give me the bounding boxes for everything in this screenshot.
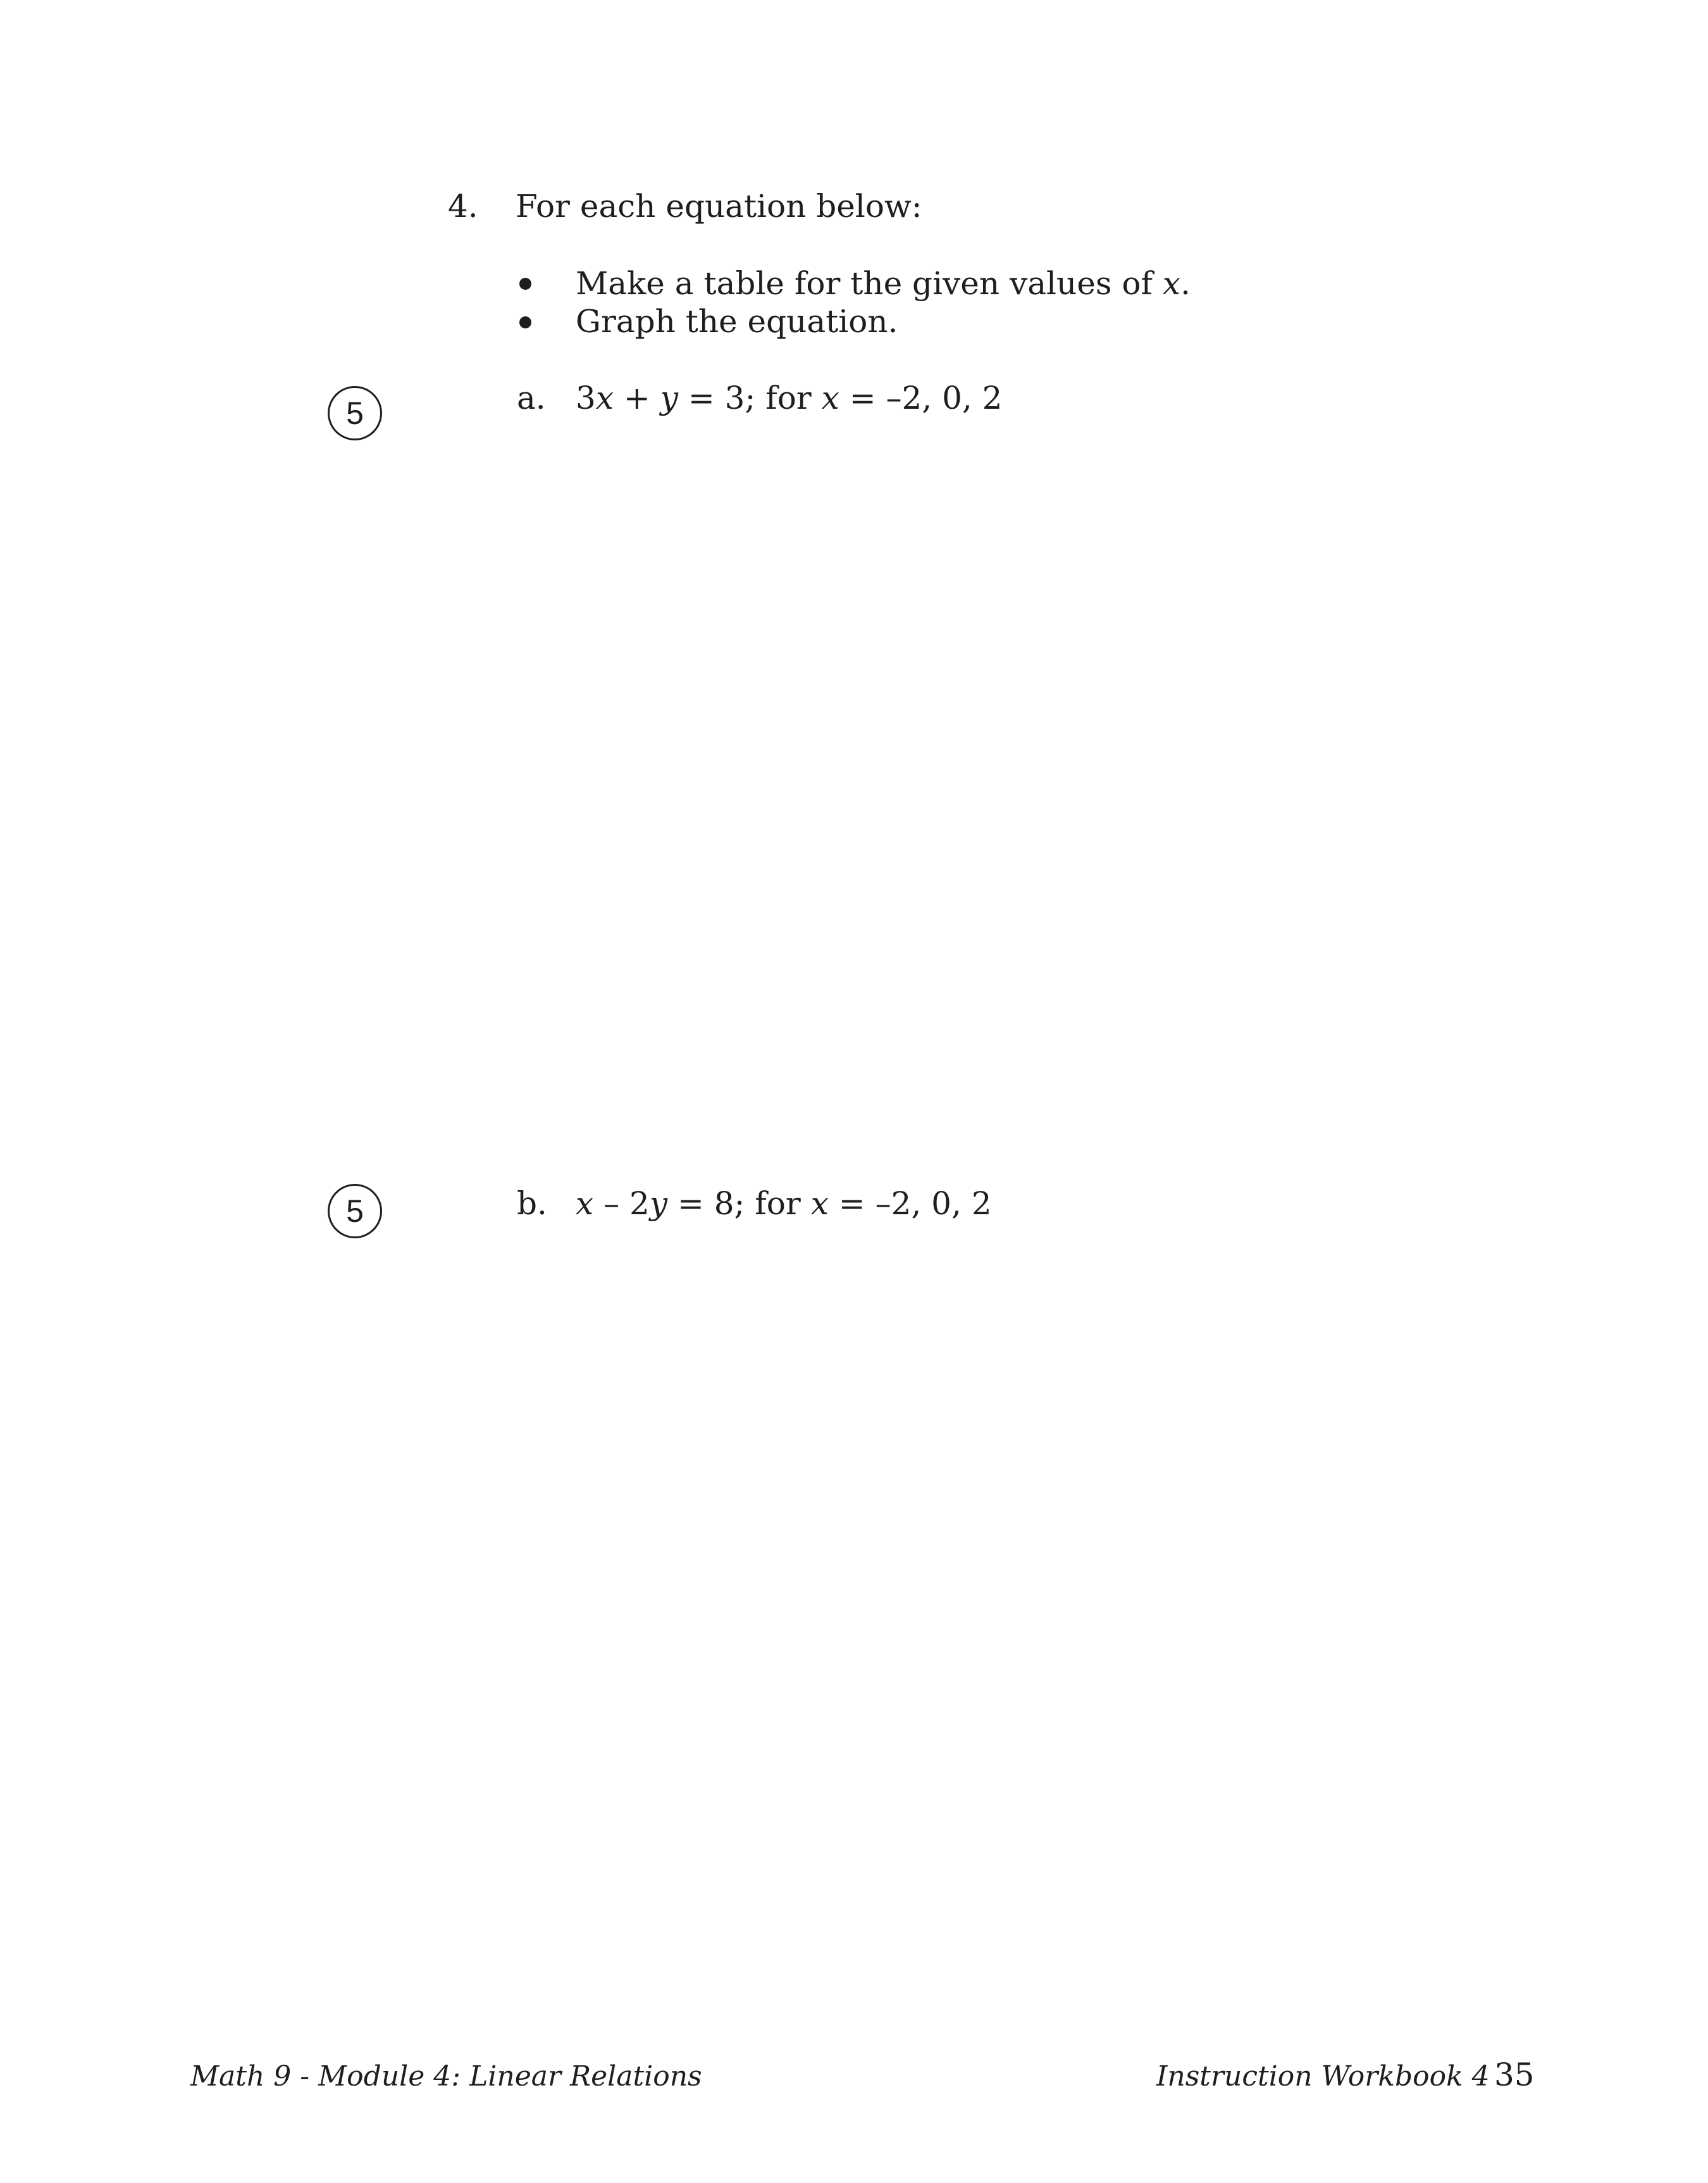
bullet-item-make-table	[576, 264, 1191, 302]
marks-circle-b: 5	[328, 1184, 382, 1238]
eq-term: = –2, 0, 2	[828, 1185, 992, 1222]
part-b-equation	[576, 1185, 992, 1222]
eq-var-y: y	[660, 380, 678, 416]
question-stem: For each equation below:	[516, 188, 922, 225]
variable-x: x	[1162, 265, 1181, 302]
part-a-letter: a.	[517, 380, 546, 416]
page-number: 35	[1494, 2056, 1535, 2093]
eq-var-y: y	[649, 1185, 668, 1222]
footer-course-title: Math 9 - Module 4: Linear Relations	[190, 2060, 702, 2093]
bullet-item-graph: Graph the equation.	[576, 303, 898, 340]
part-a-equation	[576, 379, 1003, 417]
marks-circle-a: 5	[328, 386, 382, 440]
eq-term: = 3; for	[678, 380, 822, 416]
footer-workbook-title: Instruction Workbook 4	[1156, 2060, 1490, 2093]
bullet-icon	[519, 278, 531, 290]
eq-var-x: x	[821, 380, 839, 416]
part-b-letter: b.	[517, 1185, 547, 1222]
bullet-item-period: .	[1180, 265, 1191, 302]
eq-term: +	[614, 380, 660, 416]
eq-term: – 2	[593, 1185, 650, 1222]
bullet-icon	[519, 316, 531, 328]
eq-var-x: x	[595, 380, 614, 416]
eq-var-x: x	[810, 1185, 829, 1222]
eq-term: 3	[576, 380, 596, 416]
eq-var-x: x	[576, 1185, 594, 1222]
question-number: 4.	[448, 188, 478, 225]
eq-term: = 8; for	[667, 1185, 811, 1222]
eq-term: = –2, 0, 2	[839, 380, 1003, 416]
bullet-item-text: Make a table for the given values of	[576, 265, 1163, 302]
